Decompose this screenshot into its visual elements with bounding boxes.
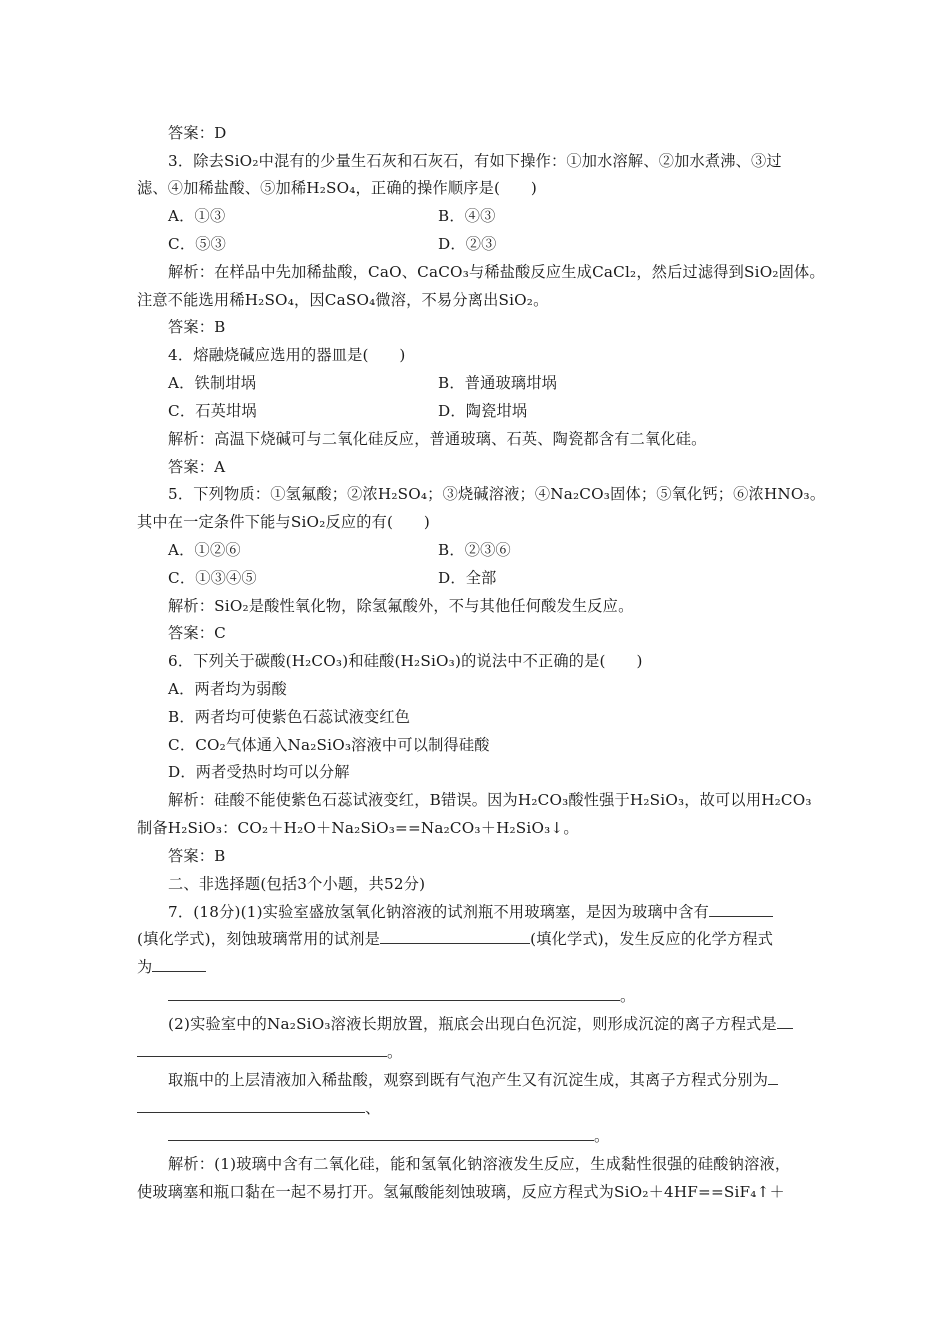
question-4: 4．熔融烧碱应选用的器皿是( ) (168, 346, 406, 364)
answer-5: 答案：C (168, 624, 226, 642)
period-mark: 。 (594, 1127, 610, 1145)
question-7-text: 为 (137, 958, 153, 976)
question-7-line-9 (168, 1126, 868, 1146)
question-7-line-1 (168, 902, 868, 922)
question-6-option-a: A．两者均为弱酸 (168, 680, 287, 698)
answer-blank[interactable] (777, 1014, 793, 1029)
section-heading: 二、非选择题(包括3个小题，共52分) (168, 875, 426, 893)
question-7-text: (填化学式)，刻蚀玻璃常用的试剂是 (137, 930, 381, 948)
question-3-option-b: B．④③ (438, 207, 496, 225)
answer-blank[interactable] (380, 929, 530, 944)
question-5-option-d: D．全部 (438, 569, 497, 587)
question-4-option-c: C．石英坩埚 (168, 402, 257, 420)
question-7-line-6 (137, 1042, 837, 1062)
question-7-text: 取瓶中的上层清液加入稀盐酸，观察到既有气泡产生又有沉淀生成，其离子方程式分别为 (168, 1071, 769, 1089)
question-7-line-2 (137, 929, 837, 949)
answer-blank[interactable] (709, 902, 773, 917)
question-7-line-4 (168, 986, 868, 1006)
answer-4: 答案：A (168, 458, 226, 476)
answer-blank[interactable] (768, 1070, 778, 1085)
answer-blank[interactable] (168, 1126, 594, 1141)
question-4-option-b: B．普通玻璃坩埚 (438, 374, 558, 392)
question-4-option-a: A．铁制坩埚 (168, 374, 257, 392)
question-5-option-a: A．①②⑥ (168, 541, 241, 559)
explanation-6-line-1: 解析：硅酸不能使紫色石蕊试液变红，B错误。因为H₂CO₃酸性强于H₂SiO₃，故可以用H₂CO₃ (168, 791, 812, 809)
question-5-option-c: C．①③④⑤ (168, 569, 257, 587)
question-3-option-c: C．⑤③ (168, 235, 226, 253)
question-6: 6．下列关于碳酸(H₂CO₃)和硅酸(H₂SiO₃)的说法中不正确的是( ) (168, 652, 643, 670)
explanation-4: 解析：高温下烧碱可与二氧化硅反应，普通玻璃、石英、陶瓷都含有二氧化硅。 (168, 430, 707, 448)
question-5-option-b: B．②③⑥ (438, 541, 511, 559)
question-7-line-7 (168, 1070, 868, 1090)
question-7-text: (填化学式)，发生反应的化学方程式 (530, 930, 774, 948)
question-3-option-a: A．①③ (168, 207, 226, 225)
question-3-line-1: 3．除去SiO₂中混有的少量生石灰和石灰石，有如下操作：①加水溶解、②加水煮沸、③过 (168, 152, 782, 170)
question-3-line-2: 滤、④加稀盐酸、⑤加稀H₂SO₄，正确的操作顺序是( ) (137, 179, 538, 197)
answer-blank[interactable] (137, 1098, 365, 1113)
question-7-line-3 (137, 957, 837, 977)
question-7-text: (2)实验室中的Na₂SiO₃溶液长期放置，瓶底会出现白色沉淀，则形成沉淀的离子方程式是 (168, 1015, 777, 1033)
question-5-line-1: 5．下列物质：①氢氟酸；②浓H₂SO₄；③烧碱溶液；④Na₂CO₃固体；⑤氧化钙；⑥浓HNO₃。 (168, 485, 826, 503)
answer-3: 答案：B (168, 318, 226, 336)
explanation-5: 解析：SiO₂是酸性氧化物，除氢氟酸外，不与其他任何酸发生反应。 (168, 597, 634, 615)
question-7-part-2 (168, 1014, 868, 1034)
question-6-option-b: B．两者均可使紫色石蕊试液变红色 (168, 708, 411, 726)
answer-blank[interactable] (152, 957, 206, 972)
question-4-option-d: D．陶瓷坩埚 (438, 402, 528, 420)
answer-blank[interactable] (137, 1042, 387, 1057)
answer-line: 答案：D (168, 124, 227, 142)
question-5-line-2: 其中在一定条件下能与SiO₂反应的有( ) (137, 513, 431, 531)
question-6-option-d: D．两者受热时均可以分解 (168, 763, 350, 781)
explanation-7-line-2: 使玻璃塞和瓶口黏在一起不易打开。氢氟酸能刻蚀玻璃，反应方程式为SiO₂＋4HF==SiF₄↑＋ (137, 1183, 785, 1201)
question-3-option-d: D．②③ (438, 235, 497, 253)
separator-mark: 、 (365, 1099, 381, 1117)
explanation-3-line-1: 解析：在样品中先加稀盐酸，CaO、CaCO₃与稀盐酸反应生成CaCl₂，然后过滤得到SiO₂固体。 (168, 263, 825, 281)
question-7-text: 7．(18分)(1)实验室盛放氢氧化钠溶液的试剂瓶不用玻璃塞，是因为玻璃中含有 (168, 903, 709, 921)
answer-blank[interactable] (168, 986, 620, 1001)
question-7-line-8 (137, 1098, 837, 1118)
explanation-6-line-2: 制备H₂SiO₃：CO₂＋H₂O＋Na₂SiO₃==Na₂CO₃＋H₂SiO₃↓。 (137, 819, 579, 837)
question-6-option-c: C．CO₂气体通入Na₂SiO₃溶液中可以制得硅酸 (168, 736, 490, 754)
explanation-7-line-1: 解析：(1)玻璃中含有二氧化硅，能和氢氧化钠溶液发生反应，生成黏性很强的硅酸钠溶液， (168, 1155, 791, 1173)
period-mark: 。 (620, 987, 636, 1005)
explanation-3-line-2: 注意不能选用稀H₂SO₄，因CaSO₄微溶，不易分离出SiO₂。 (137, 291, 549, 309)
period-mark: 。 (387, 1043, 403, 1061)
answer-6: 答案：B (168, 847, 226, 865)
